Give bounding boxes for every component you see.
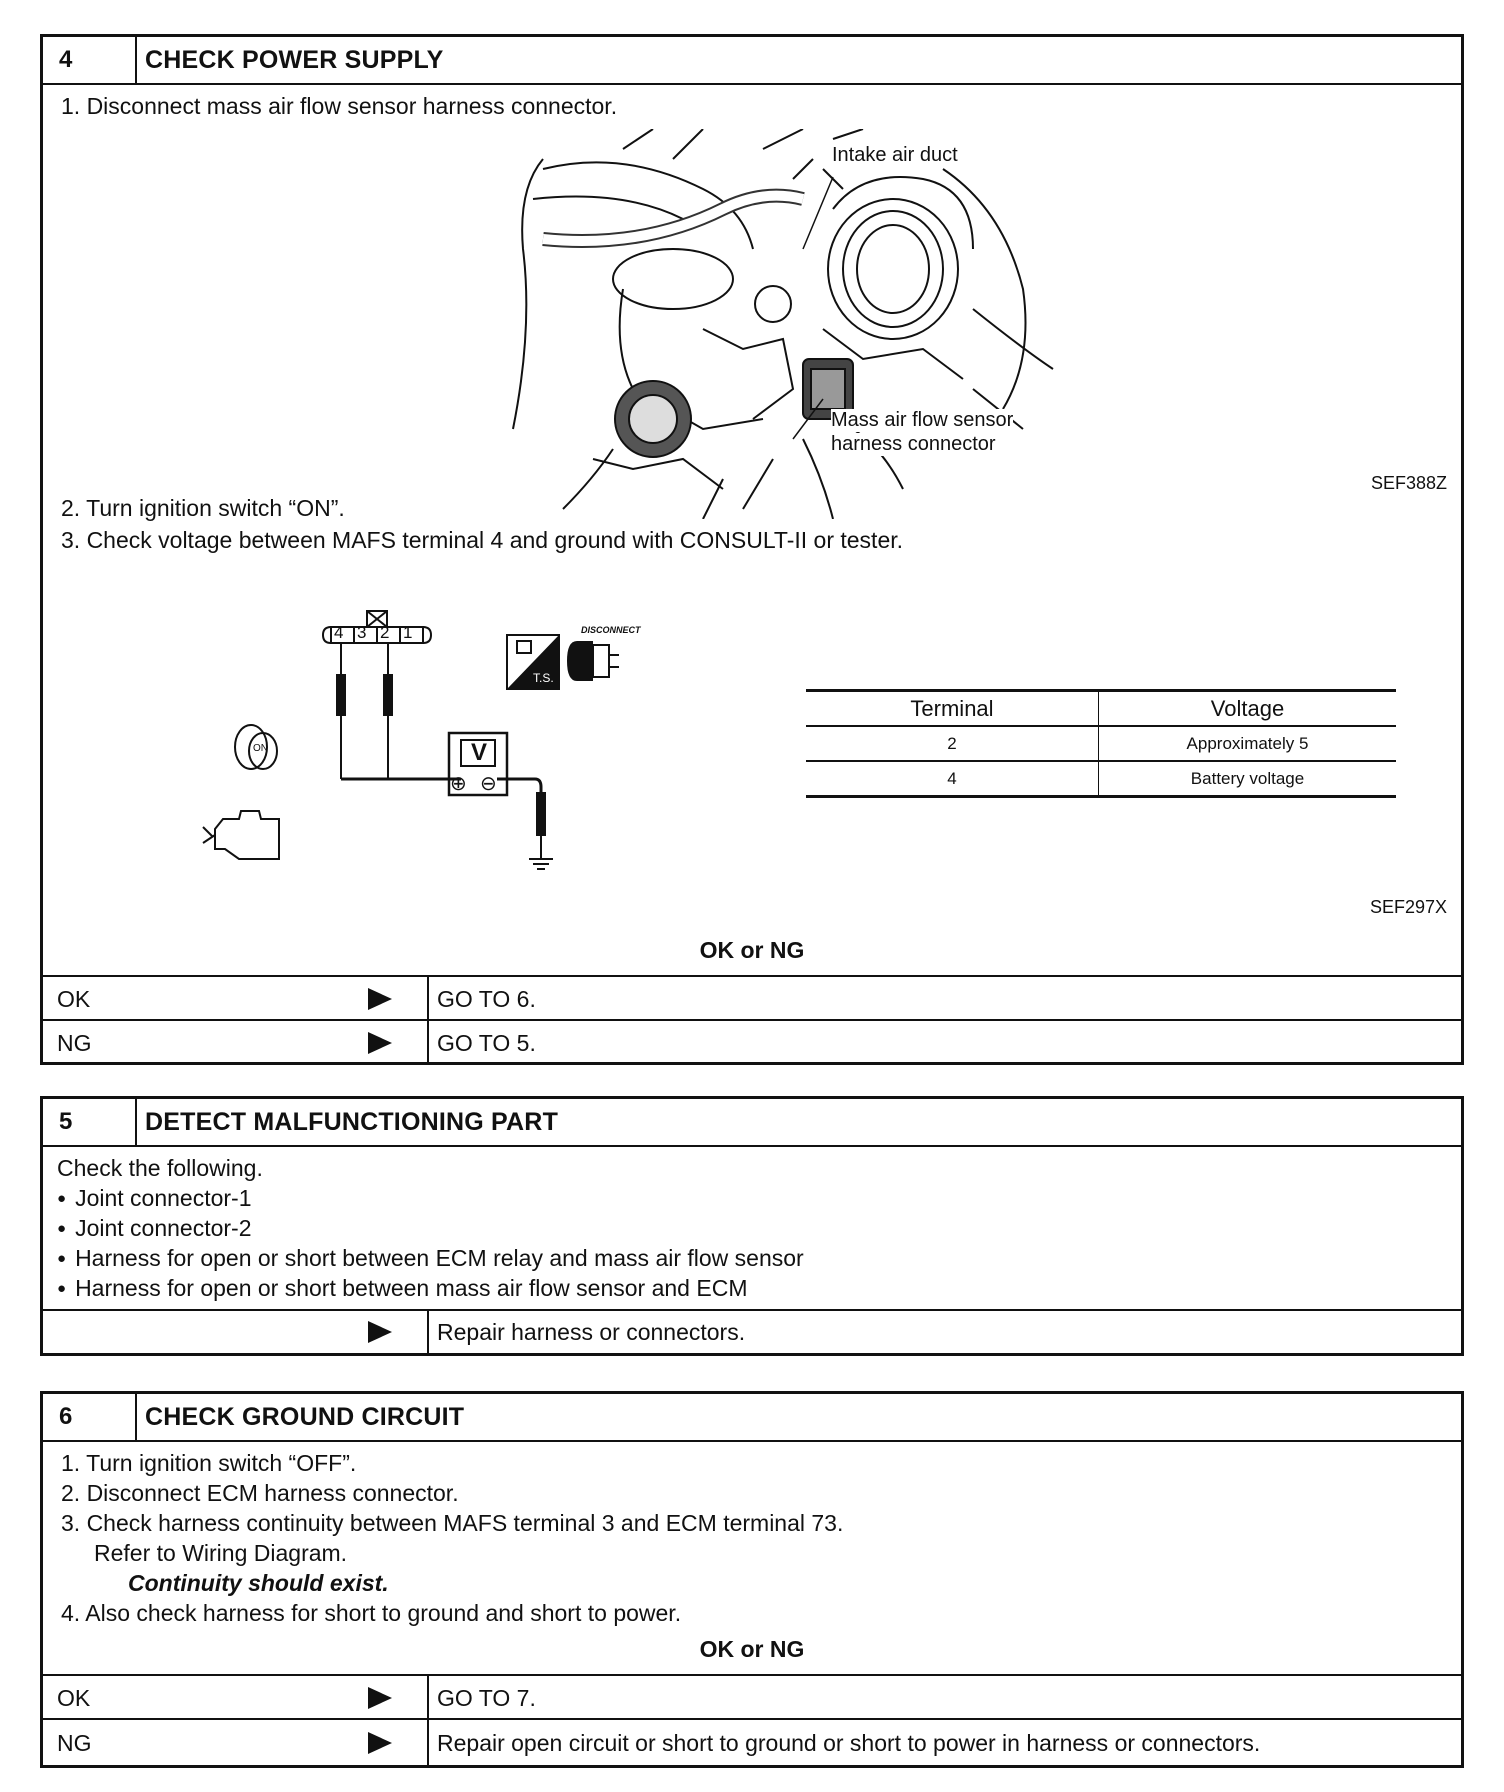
step-6-header xyxy=(43,1394,1461,1442)
meter-plus: ⊕ xyxy=(450,773,467,795)
figure-code-1: SEF388Z xyxy=(1370,473,1447,493)
instruction-1: 1. Turn ignition switch “OFF”. xyxy=(61,1450,357,1476)
label-mafs-connector-2: harness connector xyxy=(831,433,996,455)
ng-label: NG xyxy=(57,1730,92,1756)
figure-code-2: SEF297X xyxy=(1369,897,1447,917)
step-5-header xyxy=(43,1099,1461,1147)
ignition-on-label: ON xyxy=(253,743,268,754)
arrow-right-icon xyxy=(368,1321,392,1343)
instruction-3: 3. Check voltage between MAFS terminal 4 and ground with CONSULT-II or tester. xyxy=(61,527,904,553)
instruction-4: 4. Also check harness for short to ground and short to power. xyxy=(61,1600,682,1626)
arrow-right-icon xyxy=(368,1032,392,1054)
voltage-value: Approximately 5 xyxy=(1099,726,1397,761)
result-row xyxy=(43,1309,1461,1353)
instruction-3-requirement: Continuity should exist. xyxy=(128,1570,389,1596)
voltage-value: Battery voltage xyxy=(1099,761,1397,797)
arrow-right-icon xyxy=(368,1687,392,1709)
step-4-box xyxy=(40,34,1464,1065)
table-row xyxy=(806,726,1396,761)
check-item: ● Harness for open or short between mass air flow sensor and ECM xyxy=(57,1275,747,1302)
ok-label: OK xyxy=(57,1685,91,1711)
step-5-box xyxy=(40,1096,1464,1356)
ok-row xyxy=(43,975,1461,1019)
check-item: ● Joint connector-2 xyxy=(57,1215,252,1242)
repair-result: Repair harness or connectors. xyxy=(437,1319,746,1345)
check-item: ● Harness for open or short between ECM relay and mass air flow sensor xyxy=(57,1245,804,1272)
step-number: 5 xyxy=(43,1099,137,1145)
check-item: ● Joint connector-1 xyxy=(57,1185,252,1212)
terminal-value: 4 xyxy=(806,761,1099,797)
step-number: 4 xyxy=(43,37,137,83)
ts-label: T.S. xyxy=(533,671,554,685)
meter-minus: ⊖ xyxy=(480,773,497,795)
arrow-right-icon xyxy=(368,1732,392,1754)
ng-label: NG xyxy=(57,1030,92,1056)
pin-4: 4 xyxy=(334,623,344,642)
arrow-right-icon xyxy=(368,988,392,1010)
voltage-table xyxy=(806,689,1396,798)
step-number: 6 xyxy=(43,1394,137,1440)
ng-row xyxy=(43,1718,1461,1765)
step-4-header xyxy=(43,37,1461,85)
instruction-2: 2. Disconnect ECM harness connector. xyxy=(61,1480,459,1506)
voltage-check-diagram xyxy=(163,597,683,907)
step-title: DETECT MALFUNCTIONING PART xyxy=(145,1107,559,1136)
ok-result: GO TO 6. xyxy=(437,986,536,1012)
pin-2: 2 xyxy=(380,623,390,642)
ok-or-ng-heading: OK or NG xyxy=(699,1636,805,1662)
ok-or-ng-heading: OK or NG xyxy=(699,937,805,963)
step-title: CHECK GROUND CIRCUIT xyxy=(145,1402,465,1431)
instruction-3: 3. Check harness continuity between MAFS terminal 3 and ECM terminal 73. xyxy=(61,1510,844,1536)
disconnect-label: DISCONNECT xyxy=(581,625,641,635)
instruction-1: 1. Disconnect mass air flow sensor harness connector. xyxy=(61,93,618,119)
ng-result: GO TO 5. xyxy=(437,1030,536,1056)
table-row xyxy=(806,761,1396,797)
ng-result: Repair open circuit or short to ground or short to power in harness or connectors. xyxy=(437,1730,1261,1756)
label-intake-air-duct: Intake air duct xyxy=(832,144,958,166)
pin-1: 1 xyxy=(403,623,413,642)
step-6-box xyxy=(40,1391,1464,1768)
col-voltage: Voltage xyxy=(1099,691,1397,727)
step-title: CHECK POWER SUPPLY xyxy=(145,45,444,74)
pin-3: 3 xyxy=(357,623,367,642)
instruction-3-ref: Refer to Wiring Diagram. xyxy=(94,1540,348,1566)
ok-label: OK xyxy=(57,986,91,1012)
engine-bay-illustration xyxy=(503,129,1063,519)
voltmeter-label: V xyxy=(471,739,488,766)
ok-row xyxy=(43,1674,1461,1718)
ng-row xyxy=(43,1019,1461,1063)
label-mafs-connector-1: Mass air flow sensor xyxy=(831,409,1014,431)
ok-result: GO TO 7. xyxy=(437,1685,536,1711)
instruction-2: 2. Turn ignition switch “ON”. xyxy=(61,495,345,521)
check-intro: Check the following. xyxy=(57,1155,263,1181)
terminal-value: 2 xyxy=(806,726,1099,761)
col-terminal: Terminal xyxy=(806,691,1099,727)
